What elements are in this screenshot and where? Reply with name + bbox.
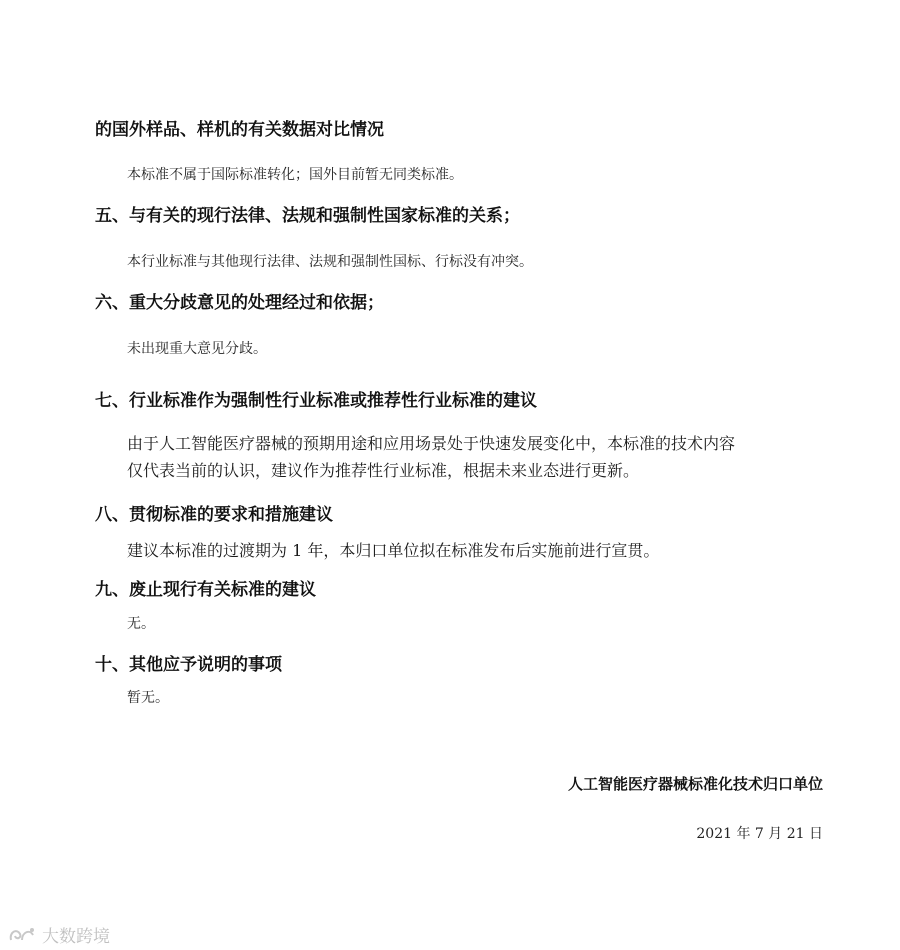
section-heading-6: 六、重大分歧意见的处理经过和依据； <box>95 293 384 313</box>
signature-organization: 人工智能医疗器械标准化技术归口单位 <box>567 775 823 793</box>
section-body-8: 建议本标准的过渡期为 1 年，本归口单位拟在标准发布后实施前进行宣贯。 <box>127 541 660 560</box>
signature-date: 2021 年 7 月 21 日 <box>696 826 823 842</box>
section-heading-9: 九、废止现行有关标准的建议 <box>95 580 316 600</box>
watermark-text: 大数跨境 <box>42 927 110 947</box>
section-body-9: 无。 <box>127 616 155 632</box>
section-body-5: 本行业标准与其他现行法律、法规和强制性国标、行标没有冲突。 <box>127 254 533 270</box>
section-body-7-line1: 由于人工智能医疗器械的预期用途和应用场景处于快速发展变化中，本标准的技术内容 <box>127 434 736 453</box>
section-body-7-line2: 仅代表当前的认识，建议作为推荐性行业标准，根据未来业态进行更新。 <box>127 461 640 480</box>
section-heading-5: 五、与有关的现行法律、法规和强制性国家标准的关系； <box>95 206 520 226</box>
section-body-6: 未出现重大意见分歧。 <box>127 341 267 357</box>
section-heading-8: 八、贯彻标准的要求和措施建议 <box>95 505 333 525</box>
watermark-logo-icon <box>8 926 36 944</box>
section-heading-7: 七、行业标准作为强制性行业标准或推荐性行业标准的建议 <box>95 391 537 411</box>
watermark <box>8 922 110 947</box>
section-body-10: 暂无。 <box>127 690 169 706</box>
section-body-foreign-comparison: 本标准不属于国际标准转化；国外目前暂无同类标准。 <box>127 167 463 183</box>
section-heading-foreign-comparison: 的国外样品、样机的有关数据对比情况 <box>95 120 384 140</box>
section-heading-10: 十、其他应予说明的事项 <box>95 655 282 675</box>
